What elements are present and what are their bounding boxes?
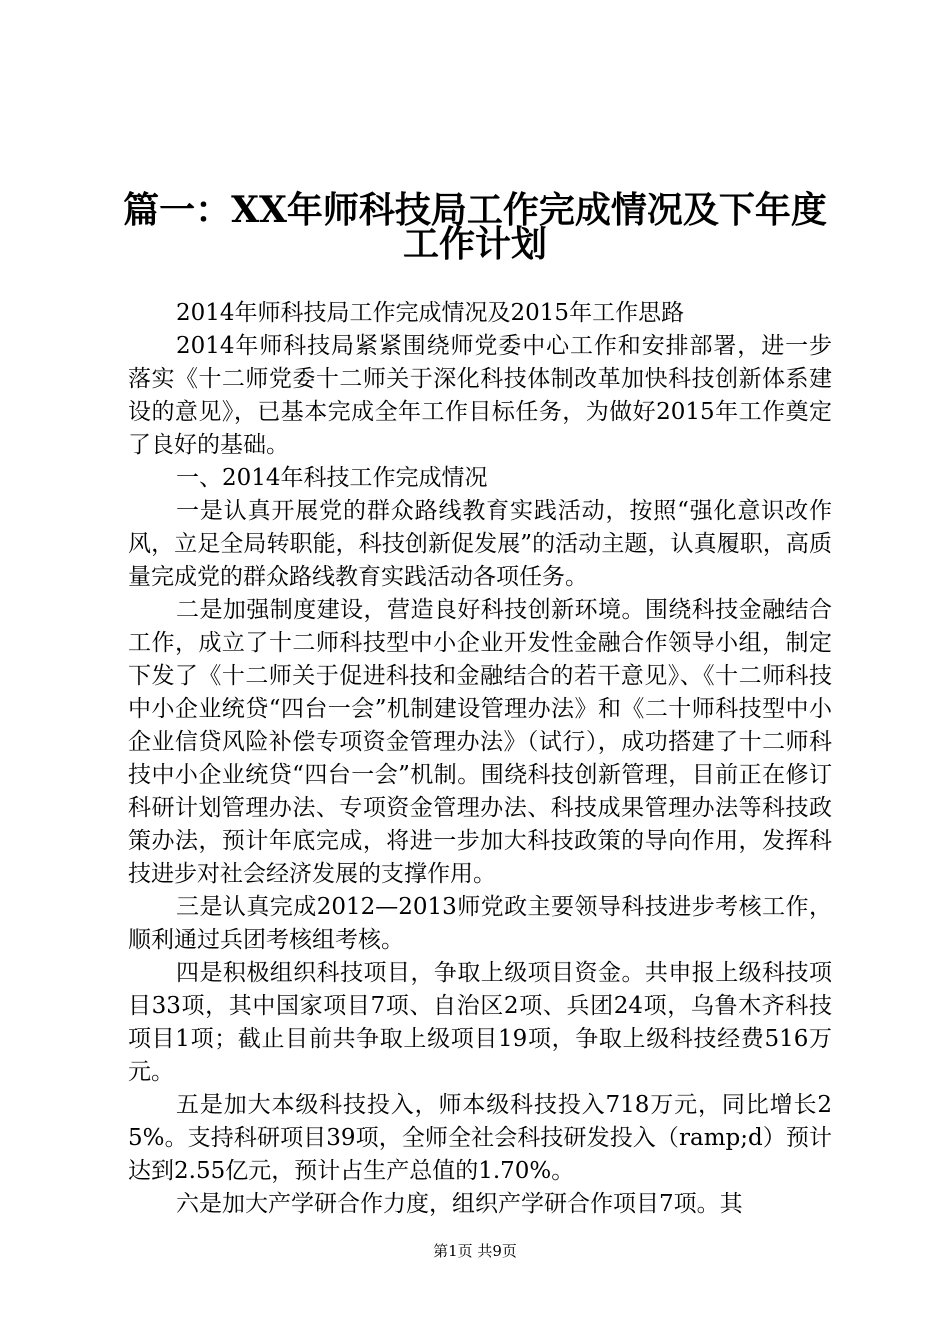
body-paragraph: 三是认真完成2012—2013师党政主要领导科技进步考核工作，顺利通过兵团考核组考核。 xyxy=(128,894,832,953)
page-number-footer: 第1页 共9页 xyxy=(433,1242,517,1260)
document-title-line-1: 篇一：XX年师科技局工作完成情况及下年度 xyxy=(123,189,827,231)
document-body xyxy=(128,297,832,1221)
body-paragraph: 一是认真开展党的群众路线教育实践活动，按照“强化意识改作风，立足全局转职能，科技创新促发展”的活动主题，认真履职，高质量完成党的群众路线教育实践活动各项任务。 xyxy=(128,498,832,590)
document-title-line-2: 工作计划 xyxy=(402,223,547,265)
intro-paragraph: 2014年师科技局紧紧围绕师党委中心工作和安排部署，进一步落实《十二师党委十二师关于深化科技体制改革加快科技创新体系建设的意见》，已基本完成全年工作目标任务，为做好2015年工作奠定了良好的基础。 xyxy=(128,333,832,458)
body-paragraph: 二是加强制度建设，营造良好科技创新环境。围绕科技金融结合工作，成立了十二师科技型中小企业开发性金融合作领导小组，制定下发了《十二师关于促进科技和金融结合的若干意见》、《十二师科技中小企业统贷“四台一会”机制建设管理办法》和《二十师科技型中小企业信贷风险补偿专项资金管理办法》（试行），成功搭建了十二师科技中小企业统贷“四台一会”机制。围绕科技创新管理，目前正在修订科研计划管理办法、专项资金管理办法、科技成果管理办法等科技政策办法，预计年底完成，将进一步加大科技政策的导向作用，发挥科技进步对社会经济发展的支撑作用。 xyxy=(128,597,832,887)
subtitle-paragraph: 2014年师科技局工作完成情况及2015年工作思路 xyxy=(176,300,685,326)
body-paragraph: 五是加大本级科技投入，师本级科技投入718万元，同比增长25%。支持科研项目39项，全师全社会科技研发投入（ramp;d）预计达到2.55亿元，预计占生产总值的1.70%。 xyxy=(128,1092,832,1184)
body-paragraph: 四是积极组织科技项目，争取上级项目资金。共申报上级科技项目33项，其中国家项目7项、自治区2项、兵团24项，乌鲁木齐科技项目1项；截止目前共争取上级项目19项，争取上级科技经费516万元。 xyxy=(128,960,832,1085)
body-paragraph: 六是加大产学研合作力度，组织产学研合作项目7项。其 xyxy=(176,1191,743,1217)
section-heading: 一、2014年科技工作完成情况 xyxy=(176,465,488,491)
